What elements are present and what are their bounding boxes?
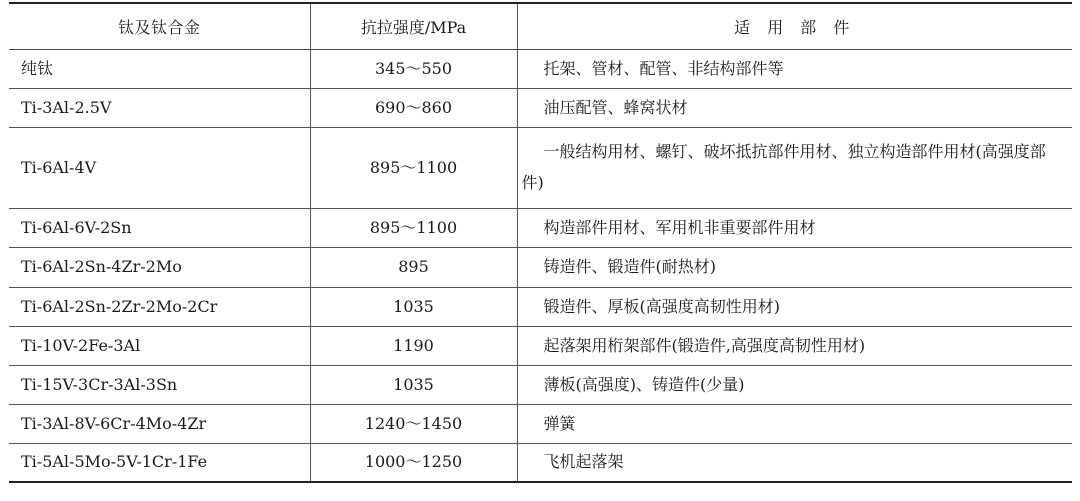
- header-row: [9, 3, 1072, 49]
- alloy-cell: Ti-5Al-5Mo-5V-1Cr-1Fe: [9, 443, 310, 482]
- alloy-cell: Ti-6Al-6V-2Sn: [9, 208, 310, 247]
- use-cell: 薄板(高强度)、铸造件(少量): [517, 365, 1072, 404]
- alloy-cell: Ti-6Al-2Sn-2Zr-2Mo-2Cr: [9, 287, 310, 326]
- alloy-cell: Ti-3Al-2.5V: [9, 88, 310, 127]
- strength-cell: 895～1100: [310, 208, 517, 247]
- use-cell: 一般结构用材、螺钉、破坏抵抗部件用材、独立构造部件用材(高强度部件): [517, 127, 1072, 208]
- strength-cell: 1035: [310, 365, 517, 404]
- table-row: [9, 127, 1072, 208]
- alloy-cell: Ti-10V-2Fe-3Al: [9, 326, 310, 365]
- alloy-cell: Ti-6Al-4V: [9, 127, 310, 208]
- alloy-cell: Ti-15V-3Cr-3Al-3Sn: [9, 365, 310, 404]
- titanium-alloy-table: [9, 2, 1072, 483]
- table-row: [9, 247, 1072, 287]
- alloy-cell: Ti-3Al-8V-6Cr-4Mo-4Zr: [9, 404, 310, 443]
- table-row: [9, 88, 1072, 127]
- table-row: [9, 208, 1072, 247]
- titanium-alloy-table-container: [9, 2, 1072, 483]
- use-cell: 油压配管、蜂窝状材: [517, 88, 1072, 127]
- table-row: [9, 404, 1072, 443]
- use-cell: 锻造件、厚板(高强度高韧性用材): [517, 287, 1072, 326]
- use-cell: 构造部件用材、军用机非重要部件用材: [517, 208, 1072, 247]
- table-row: [9, 49, 1072, 88]
- table-row: [9, 365, 1072, 404]
- alloy-cell: Ti-6Al-2Sn-4Zr-2Mo: [9, 247, 310, 287]
- strength-cell: 895: [310, 247, 517, 287]
- header-alloy: 钛及钛合金: [9, 3, 310, 49]
- table-row: [9, 443, 1072, 482]
- use-cell: 铸造件、锻造件(耐热材): [517, 247, 1072, 287]
- use-cell: 弹簧: [517, 404, 1072, 443]
- strength-cell: 690～860: [310, 88, 517, 127]
- table-body: [9, 49, 1072, 482]
- strength-cell: 1000～1250: [310, 443, 517, 482]
- use-cell: 托架、管材、配管、非结构部件等: [517, 49, 1072, 88]
- strength-cell: 895～1100: [310, 127, 517, 208]
- strength-cell: 1035: [310, 287, 517, 326]
- table-row: [9, 287, 1072, 326]
- header-tensile-strength: 抗拉强度/MPa: [310, 3, 517, 49]
- use-cell: 起落架用桁架部件(锻造件,高强度高韧性用材): [517, 326, 1072, 365]
- strength-cell: 345～550: [310, 49, 517, 88]
- alloy-cell: 纯钛: [9, 49, 310, 88]
- header-applicable-parts: 适 用 部 件: [517, 3, 1072, 49]
- table-row: [9, 326, 1072, 365]
- use-cell: 飞机起落架: [517, 443, 1072, 482]
- strength-cell: 1240～1450: [310, 404, 517, 443]
- strength-cell: 1190: [310, 326, 517, 365]
- table-header: [9, 3, 1072, 49]
